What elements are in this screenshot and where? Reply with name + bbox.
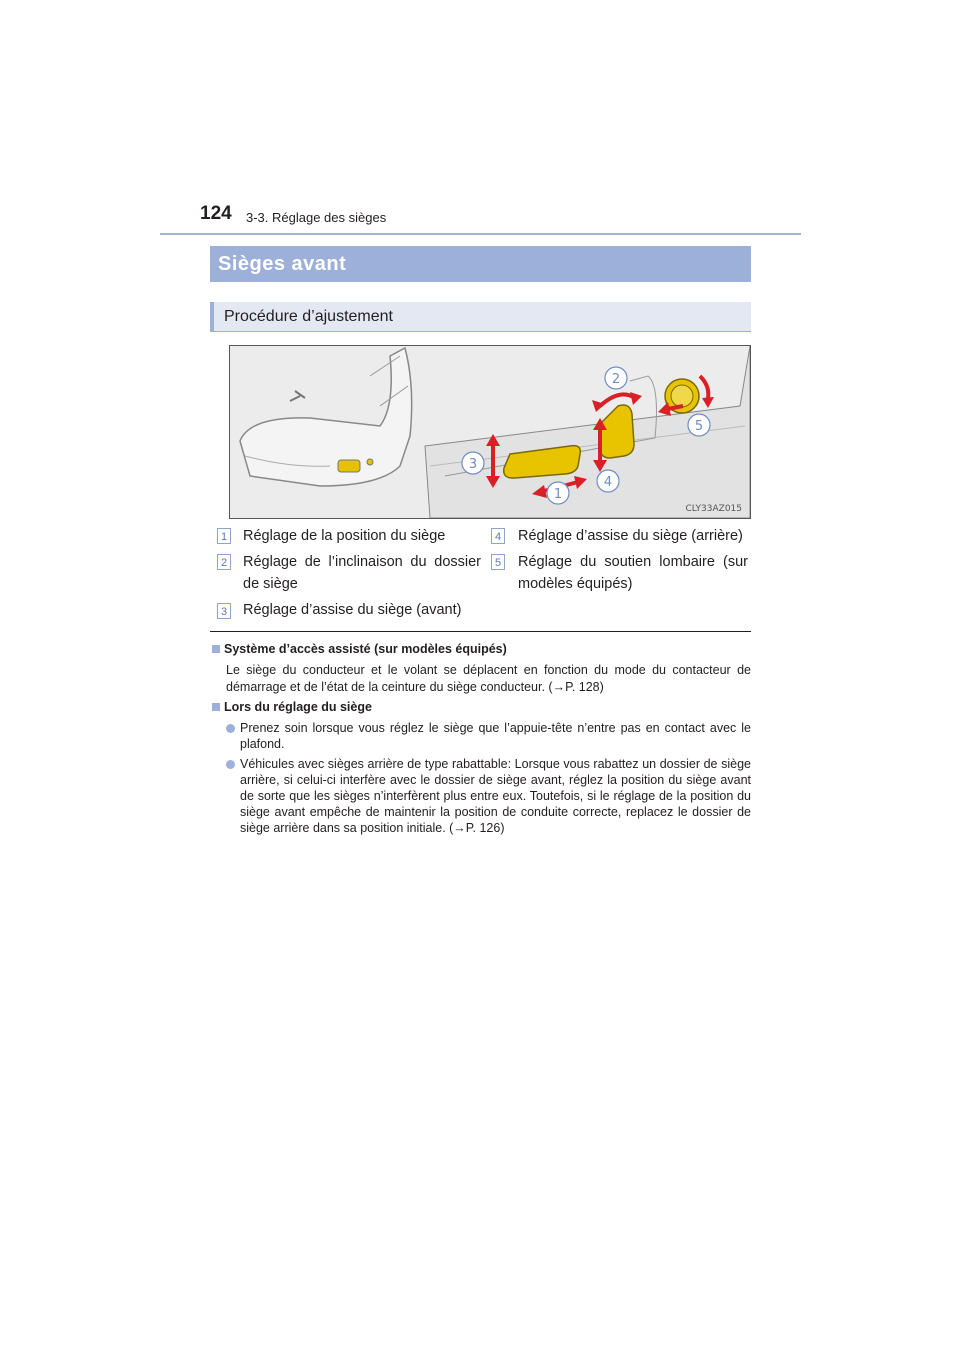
legend-text-2: Réglage de l’inclinaison du dossier de siège <box>243 554 481 592</box>
callout-4 <box>597 470 619 492</box>
note-heading-seat-adjust: Lors du réglage du siège <box>212 700 372 714</box>
page-title: Sièges avant <box>210 246 751 282</box>
legend-number-5: 5 <box>491 554 505 570</box>
subsection-title: Procédure d’ajustement <box>210 302 751 332</box>
page-number: 124 <box>200 203 232 224</box>
svg-text:2: 2 <box>611 372 621 387</box>
section-divider <box>210 631 751 632</box>
legend-text-4: Réglage d’assise du siège (arrière) <box>518 528 743 544</box>
legend-number-1: 1 <box>217 528 231 544</box>
callout-2 <box>605 367 627 389</box>
legend-number-2: 2 <box>217 554 231 570</box>
figure-code: CLY33AZ015 <box>685 504 742 514</box>
square-bullet-icon <box>212 645 220 653</box>
legend-text-1: Réglage de la position du siège <box>243 528 446 544</box>
seat-controls-illustration <box>229 345 751 519</box>
svg-text:3: 3 <box>468 457 478 472</box>
round-bullet-icon <box>226 724 235 733</box>
header-rule <box>160 233 801 235</box>
round-bullet-icon <box>226 760 235 769</box>
svg-text:4: 4 <box>603 475 613 490</box>
svg-text:5: 5 <box>694 419 704 434</box>
square-bullet-icon <box>212 703 220 711</box>
legend-text-5: Réglage du soutien lombaire (sur modèles équipés) <box>518 554 748 592</box>
note-body-assisted-access: Le siège du conducteur et le volant se déplacent en fonction du mode du contacteur de démarrage et de l’état de la ceinture du siège conducteur. (→P. 128) <box>226 663 751 694</box>
svg-text:1: 1 <box>553 487 563 502</box>
note-bullet-1: Prenez soin lorsque vous réglez le siège que l’appuie-tête n’entre pas en contact avec le plafond. <box>226 720 751 752</box>
section-label: 3-3. Réglage des sièges <box>246 210 387 225</box>
legend-text-3: Réglage d’assise du siège (avant) <box>243 602 462 618</box>
note-heading-assisted-access: Système d’accès assisté (sur modèles équipés) <box>212 642 507 656</box>
callout-3 <box>462 452 484 474</box>
legend-number-3: 3 <box>217 603 231 619</box>
legend-number-4: 4 <box>491 528 505 544</box>
callout-1 <box>547 482 569 504</box>
callout-5 <box>688 414 710 436</box>
note-bullet-2: Véhicules avec sièges arrière de type rabattable: Lorsque vous rabattez un dossier de siège arrière, si celui-ci interfère avec le dossier de siège avant, réglez la position du siège avant de sorte que les sièges n’interfèrent plus entre eux. Toutefois, si le réglage de la position du siège avant empêche de maintenir la position de conduite correcte, replacez le dossier de siège arrière dans sa position initiale. (→P. 126) <box>226 756 751 836</box>
seat-controls-drawing <box>230 346 750 518</box>
